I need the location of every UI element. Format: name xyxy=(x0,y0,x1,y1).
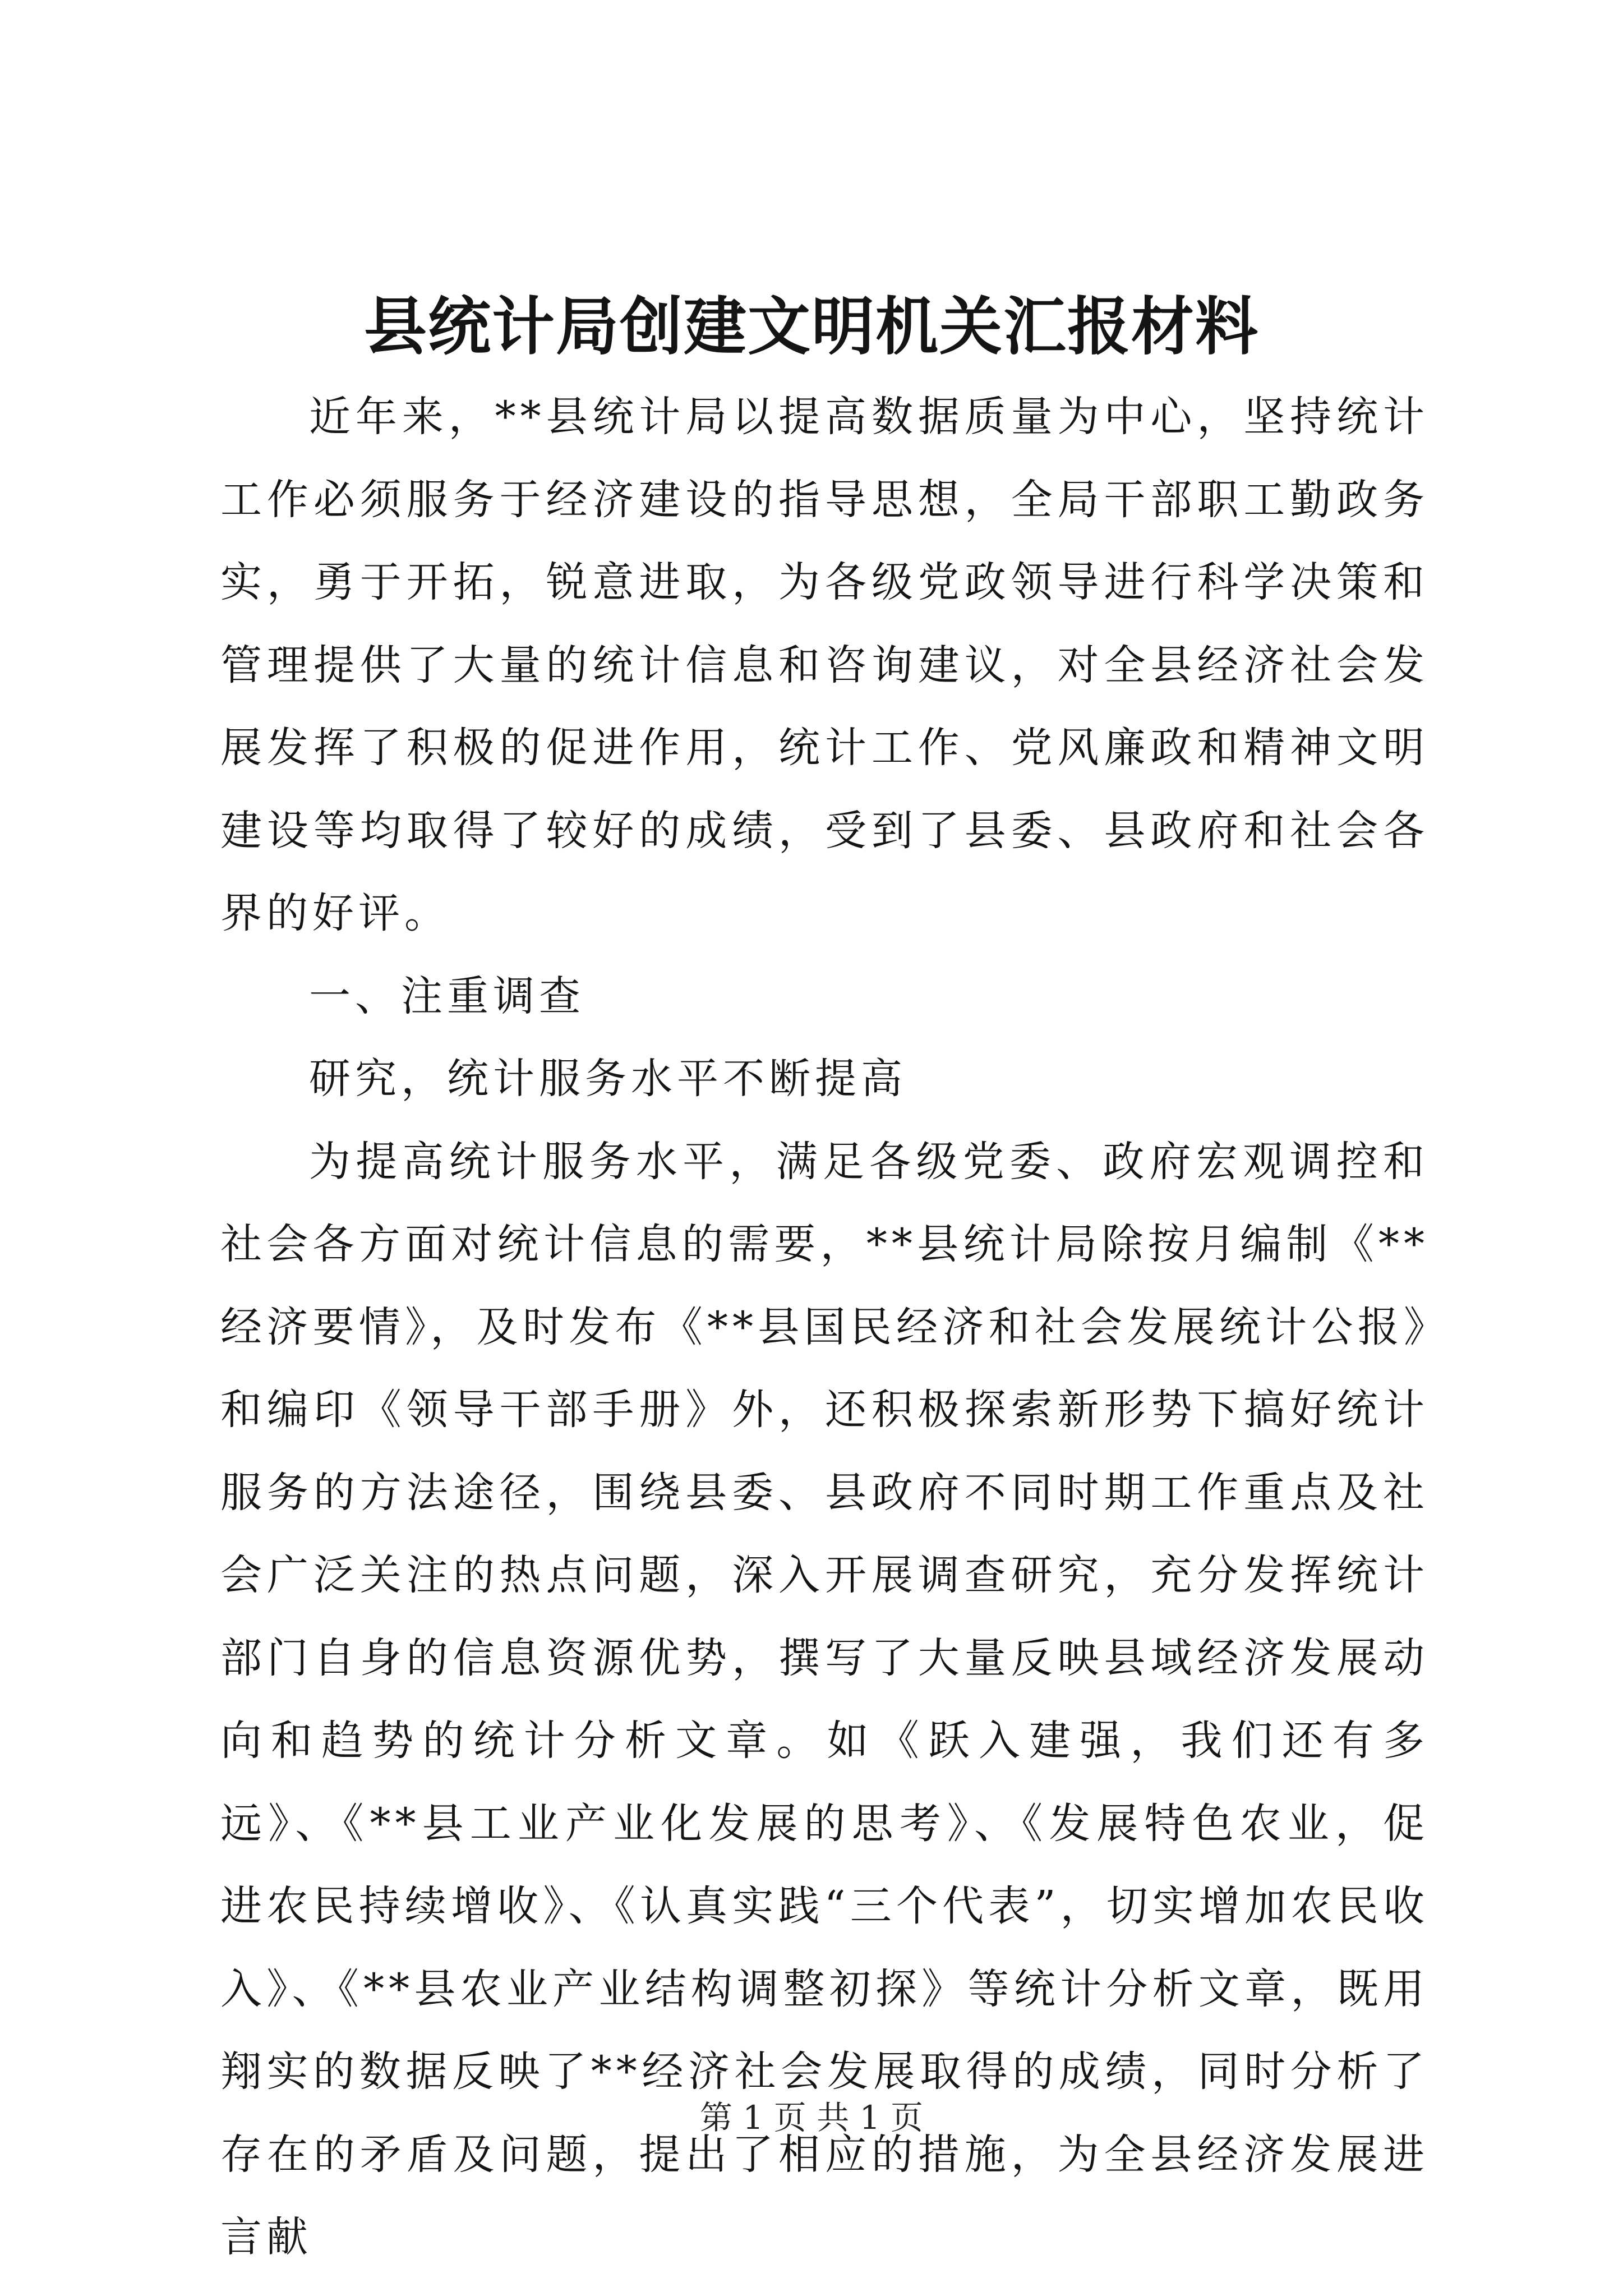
section-heading: 一、注重调查 xyxy=(309,972,585,1020)
paragraph-statistics-service: 为提高统计服务水平，满足各级党委、政府宏观调控和社会各方面对统计信息的需要，**县统计局除按月编制《**经济要情》，及时发布《**县国民经济和社会发展统计公报》和编印《领导干部手册》外，还积极探索新形势下搞好统计服务的方法途径，围绕县委、县政府不同时期工作重点及社会广泛关注的热点问题，深入开展调查研究，充分发挥统计部门自身的信息资源优势，撰写了大量反映县域经济发展动向和趋势的统计分析文章。如《跃入建强，我们还有多远》、《**县工业产业化发展的思考》、《发展特色农业，促进农民持续增收》、《认真实践“三个代表”，切实增加农民收入》、《**县农业产业结构调整初探》等统计分析文章，既用翔实的数据反映了**经济社会发展取得的成绩，同时分析了存在的矛盾及问题，提出了相应的措施，为全县经济发展进言献 xyxy=(220,1137,1429,2261)
document-body xyxy=(220,376,1429,2279)
document-title: 县统计局创建文明机关汇报材料 xyxy=(364,290,1259,364)
page-footer: 第 1 页 共 1 页 xyxy=(700,2099,923,2137)
paragraph-intro: 近年来，**县统计局以提高数据质量为中心，坚持统计工作必须服务于经济建设的指导思想，全局干部职工勤政务实，勇于开拓，锐意进取，为各级党政领导进行科学决策和管理提供了大量的统计信息和咨询建议，对全县经济社会发展发挥了积极的促进作用，统计工作、党风廉政和精神文明建设等均取得了较好的成绩，受到了县委、县政府和社会各界的好评。 xyxy=(220,393,1429,937)
section-heading-continued: 研究，统计服务水平不断提高 xyxy=(309,1055,907,1103)
